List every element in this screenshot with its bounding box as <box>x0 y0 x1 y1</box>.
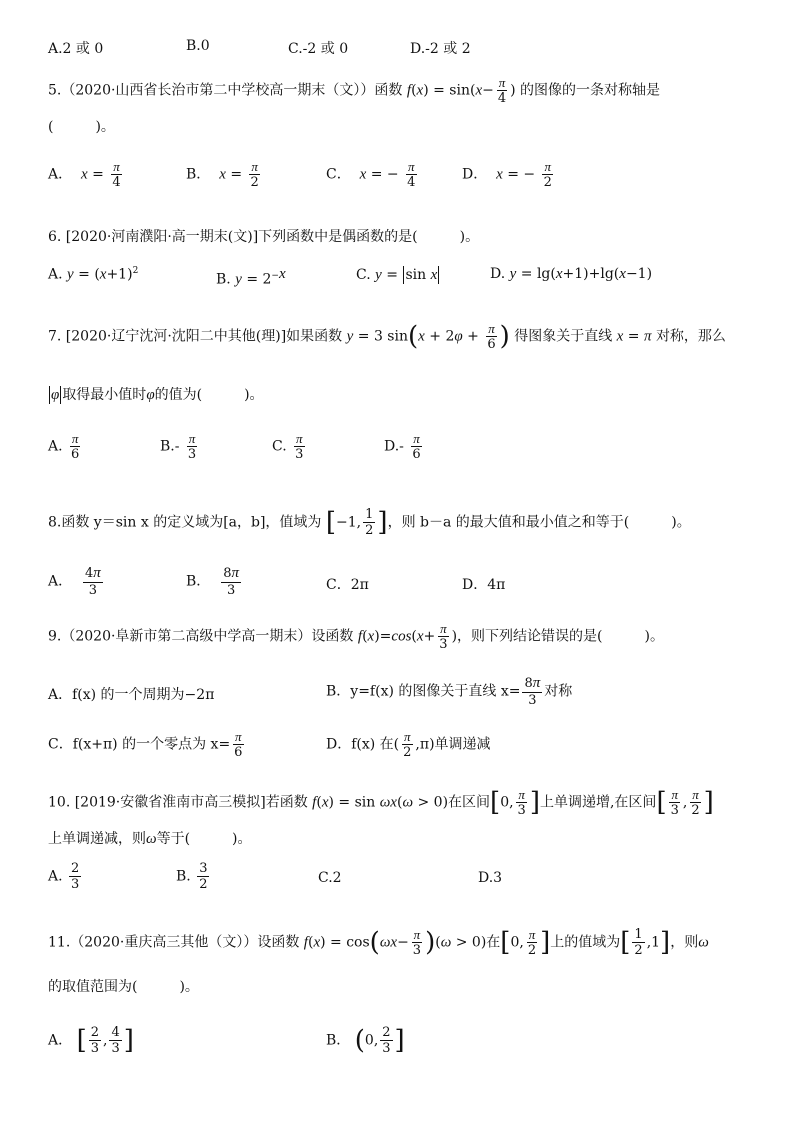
q11-stem: 11.（2020·重庆高三其他（文））设函数 f(x) = cos(ωx− $\frac{\pi}{3}$ )(ω > 0)在[0, $\frac{\pi}{2}$ ]上的值域为[ $\frac{1}{2}$ ,1]，则ω <box>48 927 709 958</box>
q6-stem: 6. [2020·河南濮阳·高一期末(文)]下列函数中是偶函数的是( )。 <box>48 229 480 245</box>
q10-option-b: B. $\frac{3}{2}$ <box>176 861 208 892</box>
q9-option-a: A．f(x) 的一个周期为−2π <box>48 687 215 703</box>
q4-option-d: D.-2 或 2 <box>410 41 471 57</box>
q5-option-b: B． x = $\frac{\pi}{2}$ <box>186 159 259 190</box>
q11-option-b: B． (0, $\frac{2}{3}$ ] <box>326 1025 405 1056</box>
q5-blank: ( )。 <box>48 119 115 135</box>
q9-option-c: C．f(x+π) 的一个零点为 x= $\frac{\pi}{6}$ <box>48 729 243 760</box>
q7-option-d: D.- $\frac{\pi}{6}$ <box>384 431 421 462</box>
q6-option-a: A. $y = (x+1)^2$ <box>48 266 139 283</box>
q10-option-a: A. $\frac{2}{3}$ <box>48 861 80 892</box>
q5-formula: f <box>406 82 412 99</box>
q7-option-c: C. $\frac{\pi}{3}$ <box>272 431 304 462</box>
q11-option-a: A． [ $\frac{2}{3}$ , $\frac{4}{3}$ ] <box>48 1025 134 1056</box>
q6-option-c: C. y = sin x <box>356 267 438 283</box>
q8-option-a: A． $\frac{4\pi}{3}$ <box>48 565 101 598</box>
q5-option-c: C． x = − $\frac{\pi}{4}$ <box>326 159 416 190</box>
q11-stem-line2: 的取值范围为( )。 <box>48 979 199 995</box>
q8-option-c: C．2π <box>326 577 369 593</box>
q8-stem: 8.函数 y＝sin x 的定义域为[a，b]，值域为 [−1, $\frac{1}{2}$ ]，则 b－a 的最大值和最小值之和等于( )。 <box>48 507 691 538</box>
q9-option-d: D．f(x) 在( $\frac{\pi}{2}$ ,π)单调递减 <box>326 729 491 760</box>
q6-option-d: D. y = lg(x+1)+lg(x−1) <box>490 266 653 282</box>
q9-stem: 9.（2020·阜新市第二高级中学高一期末）设函数 f(x)=cos(x+ $\frac{\pi}{3}$ )，则下列结论错误的是( )。 <box>48 621 664 652</box>
q9-option-b: B．y=f(x) 的图像关于直线 x= $\frac{8\pi}{3}$ 对称 <box>326 675 573 708</box>
q8-option-d: D．4π <box>462 577 506 593</box>
q4-option-b: B.0 <box>186 38 210 54</box>
q7-stem: 7. [2020·辽宁沈河·沈阳二中其他(理)]如果函数 y = 3 sin(x + 2φ + $\frac{\pi}{6}$ ) 得图象关于直线 x = π 对称，那么 <box>48 321 726 352</box>
q7-option-a: A. $\frac{\pi}{6}$ <box>48 431 80 462</box>
q6-option-b: B. $y = 2^{-x}$ <box>216 266 286 288</box>
q4-option-c: C.-2 或 0 <box>288 41 349 57</box>
q4-option-a: A.2 或 0 <box>48 41 104 57</box>
q10-stem-line2: 上单调递减，则ω等于( )。 <box>48 831 252 847</box>
q10-stem: 10. [2019·安徽省淮南市高三模拟]若函数 f(x) = sin ωx(ω > 0)在区间[0, $\frac{\pi}{3}$ ]上单调递增,在区间[ $\frac{\pi}{3}$ , $\frac{\pi}{2}$ ] <box>48 787 714 818</box>
q5-option-d: D． x = − $\frac{\pi}{2}$ <box>462 159 552 190</box>
q7-stem-line2: φ 取得最小值时φ的值为( )。 <box>51 387 264 403</box>
q10-option-d: D.3 <box>478 870 503 886</box>
q8-option-b: B． $\frac{8\pi}{3}$ <box>186 565 239 598</box>
q10-option-c: C.2 <box>318 870 342 886</box>
q7-option-b: B.- $\frac{\pi}{3}$ <box>160 431 197 462</box>
q5-option-a: A． x = $\frac{\pi}{4}$ <box>48 159 121 190</box>
q5-stem: 5.（2020·山西省长治市第二中学校高一期末（文））函数 f(x) = sin(x− $\frac{\pi}{4}$ ) 的图像的一条对称轴是 <box>48 75 661 106</box>
